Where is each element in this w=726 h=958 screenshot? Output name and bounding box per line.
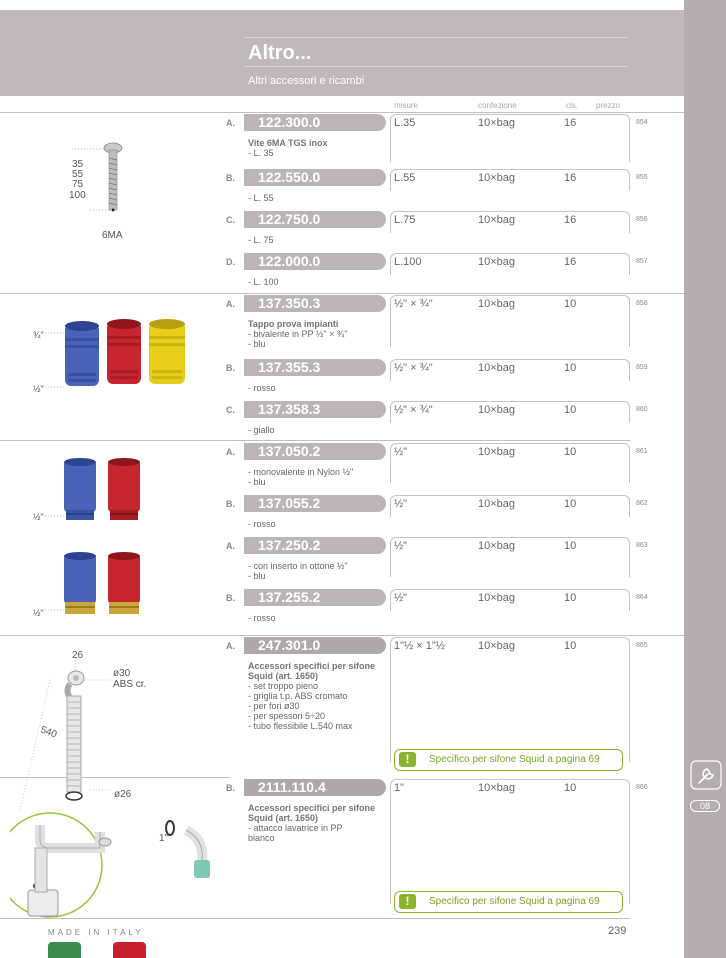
row-number: 858 <box>636 300 648 307</box>
row-misure: L.75 <box>394 214 416 226</box>
description-title: Accessori specifici per sifone <box>248 661 376 671</box>
page-subtitle: Altri accessori e ricambi <box>248 75 365 87</box>
product-description <box>248 383 276 393</box>
description-line: - L. 55 <box>248 193 274 203</box>
row-confezione: 10×bag <box>478 782 516 794</box>
row-confezione: 10×bag <box>478 640 516 652</box>
description-line: - griglia t.p. ABS cromato <box>248 691 348 701</box>
row-misure: L.55 <box>394 172 416 184</box>
description-line: - set troppo pieno <box>248 681 319 691</box>
row-misure: L.100 <box>394 256 422 268</box>
row-confezione: 10×bag <box>478 404 516 416</box>
section-divider <box>0 293 684 294</box>
description-line: - attacco lavatrice in PP <box>248 823 343 833</box>
row-number: 856 <box>636 216 648 223</box>
description-title: Accessori specifici per sifone <box>248 803 376 813</box>
col-header-misure: misure <box>394 101 419 110</box>
row-confezione: 10×bag <box>478 117 516 129</box>
product-code[interactable]: 137.050.2 <box>244 443 386 460</box>
row-letter: A. <box>226 299 235 309</box>
product-code[interactable]: 137.350.3 <box>244 295 386 312</box>
product-code[interactable]: 122.000.0 <box>244 253 386 270</box>
section-divider <box>0 635 684 636</box>
siphon-dim-label: 26 <box>72 650 84 661</box>
section-divider <box>0 440 630 441</box>
row-frame <box>390 637 630 762</box>
squid-reference-link[interactable] <box>394 891 623 913</box>
row-misure: L.35 <box>394 117 416 129</box>
product-description <box>248 277 279 287</box>
product-code[interactable]: 122.300.0 <box>244 114 386 131</box>
product-code[interactable]: 247.301.0 <box>244 637 386 654</box>
row-misure: ½" <box>394 498 408 510</box>
row-misure: ½" × ¾" <box>394 298 433 310</box>
exclamation-icon: ! <box>399 752 416 767</box>
brass-caps-image <box>40 550 150 620</box>
row-misure: ½" <box>394 592 408 604</box>
row-number: 865 <box>636 642 648 649</box>
row-letter: B. <box>226 173 235 183</box>
page-number: 239 <box>608 925 627 937</box>
siphon-dim-label: ø30 <box>113 668 131 679</box>
mono-caps-image <box>40 456 150 526</box>
description-line: - rosso <box>248 383 276 393</box>
row-cls: 10 <box>564 592 577 604</box>
notice-text: Specifico per sifone Squid a pagina 69 <box>429 896 600 907</box>
row-confezione: 10×bag <box>478 498 516 510</box>
row-letter: B. <box>226 783 235 793</box>
mono-size-label: ½" <box>33 512 44 522</box>
row-cls: 10 <box>564 782 577 794</box>
row-cls: 10 <box>564 298 577 310</box>
row-confezione: 10×bag <box>478 540 516 552</box>
product-code[interactable]: 137.055.2 <box>244 495 386 512</box>
product-description <box>248 519 276 529</box>
description-line: - bivalente in PP ½" × ¾" <box>248 329 348 339</box>
product-code[interactable]: 137.358.3 <box>244 401 386 418</box>
description-line: - L. 75 <box>248 235 274 245</box>
screw-size-label: 75 <box>72 179 84 190</box>
screw-size-label: 35 <box>72 159 84 170</box>
wrench-icon <box>690 760 722 790</box>
product-code[interactable]: 122.550.0 <box>244 169 386 186</box>
row-confezione: 10×bag <box>478 592 516 604</box>
flag-green <box>48 942 81 958</box>
page-title: Altro... <box>248 42 312 64</box>
row-misure: 1"½ × 1"½ <box>394 640 445 652</box>
description-line: - L. 100 <box>248 277 279 287</box>
row-cls: 16 <box>564 214 577 226</box>
row-number: 862 <box>636 500 648 507</box>
product-code[interactable]: 137.255.2 <box>244 589 386 606</box>
row-cls: 10 <box>564 498 577 510</box>
description-line: - tubo flessibile L.540 max <box>248 721 353 731</box>
cap-size-label: ¾" <box>33 330 44 340</box>
row-confezione: 10×bag <box>478 362 516 374</box>
header-rule-mid <box>244 66 628 67</box>
description-line: - blu <box>248 571 266 581</box>
screw-name-label: 6MA <box>102 230 123 241</box>
row-number: 861 <box>636 448 648 455</box>
squid-reference-link[interactable] <box>394 749 623 771</box>
row-letter: A. <box>226 447 235 457</box>
description-line: - monovalente in Nylon ½" <box>248 467 354 477</box>
siphon-dim-label: 1" <box>159 833 169 844</box>
description-line: - per fori ø30 <box>248 701 300 711</box>
row-number: 860 <box>636 406 648 413</box>
product-description <box>248 467 353 487</box>
row-confezione: 10×bag <box>478 214 516 226</box>
row-misure: ½" <box>394 540 408 552</box>
row-letter: A. <box>226 118 235 128</box>
flag-red <box>113 942 146 958</box>
row-number: 854 <box>636 119 648 126</box>
row-misure: ½" <box>394 446 408 458</box>
row-number: 859 <box>636 364 648 371</box>
description-line: - rosso <box>248 613 276 623</box>
row-confezione: 10×bag <box>478 256 516 268</box>
product-description <box>248 613 276 623</box>
description-line: - blu <box>248 339 266 349</box>
product-description <box>248 425 275 435</box>
col-header-prezzo: prezzo <box>596 101 621 110</box>
row-cls: 10 <box>564 362 577 374</box>
test-caps-image <box>40 318 200 398</box>
section-tab[interactable]: 08 <box>690 800 720 812</box>
row-misure: ½" × ¾" <box>394 404 433 416</box>
header-rule-top <box>244 37 628 38</box>
footer-rule <box>0 918 630 919</box>
exclamation-icon: ! <box>399 894 416 909</box>
section-strip <box>684 0 726 958</box>
row-letter: B. <box>226 593 235 603</box>
cap-size-label: ½" <box>33 384 44 394</box>
row-cls: 16 <box>564 256 577 268</box>
made-in-italy: MADE IN ITALY <box>48 928 144 937</box>
description-title: Squid (art. 1650) <box>248 671 319 681</box>
description-line: - rosso <box>248 519 276 529</box>
product-code[interactable]: 137.250.2 <box>244 537 386 554</box>
siphon-length-label: 540 <box>38 724 59 741</box>
row-letter: C. <box>226 215 235 225</box>
row-confezione: 10×bag <box>478 172 516 184</box>
product-description <box>248 193 274 203</box>
product-description <box>248 803 375 843</box>
product-code[interactable]: 2111.110.4 <box>244 779 386 796</box>
row-cls: 16 <box>564 117 577 129</box>
description-title: Tappo prova impianti <box>248 319 339 329</box>
row-letter: D. <box>226 257 235 267</box>
col-header-cls: cls. <box>566 101 578 110</box>
row-letter: A. <box>226 641 235 651</box>
description-line: - blu <box>248 477 266 487</box>
description-line: - con inserto in ottone ½" <box>248 561 348 571</box>
row-cls: 10 <box>564 404 577 416</box>
row-cls: 16 <box>564 172 577 184</box>
row-cls: 10 <box>564 640 577 652</box>
col-header-confezione: confezione <box>478 101 517 110</box>
description-line: - per spessori 5÷20 <box>248 711 325 721</box>
description-line: - L. 35 <box>248 148 274 158</box>
description-title: Squid (art. 1650) <box>248 813 319 823</box>
row-cls: 10 <box>564 540 577 552</box>
siphon-accessories-image <box>10 650 220 918</box>
row-frame <box>390 779 630 904</box>
description-line: bianco <box>248 833 275 843</box>
row-number: 864 <box>636 594 648 601</box>
description-line: - giallo <box>248 425 275 435</box>
product-code[interactable]: 122.750.0 <box>244 211 386 228</box>
row-number: 863 <box>636 542 648 549</box>
product-code[interactable]: 137.355.3 <box>244 359 386 376</box>
brass-size-label: ½" <box>33 608 44 618</box>
product-description <box>248 661 375 731</box>
row-letter: C. <box>226 405 235 415</box>
siphon-dim-label: ø26 <box>114 789 132 800</box>
row-confezione: 10×bag <box>478 446 516 458</box>
row-number: 857 <box>636 258 648 265</box>
row-letter: A. <box>226 541 235 551</box>
product-description <box>248 319 348 349</box>
row-number: 866 <box>636 784 648 791</box>
row-misure: 1" <box>394 782 405 794</box>
description-title: Vite 6MA TGS inox <box>248 138 328 148</box>
product-description <box>248 235 274 245</box>
product-description <box>248 138 328 158</box>
product-description <box>248 561 348 581</box>
row-cls: 10 <box>564 446 577 458</box>
row-letter: B. <box>226 363 235 373</box>
row-number: 855 <box>636 174 648 181</box>
screw-size-label: 55 <box>72 169 84 180</box>
row-letter: B. <box>226 499 235 509</box>
notice-text: Specifico per sifone Squid a pagina 69 <box>429 754 600 765</box>
section-divider <box>0 112 684 113</box>
screw-size-label: 100 <box>69 190 86 201</box>
row-misure: ½" × ¾" <box>394 362 433 374</box>
row-confezione: 10×bag <box>478 298 516 310</box>
siphon-material-label: ABS cr. <box>113 679 147 690</box>
